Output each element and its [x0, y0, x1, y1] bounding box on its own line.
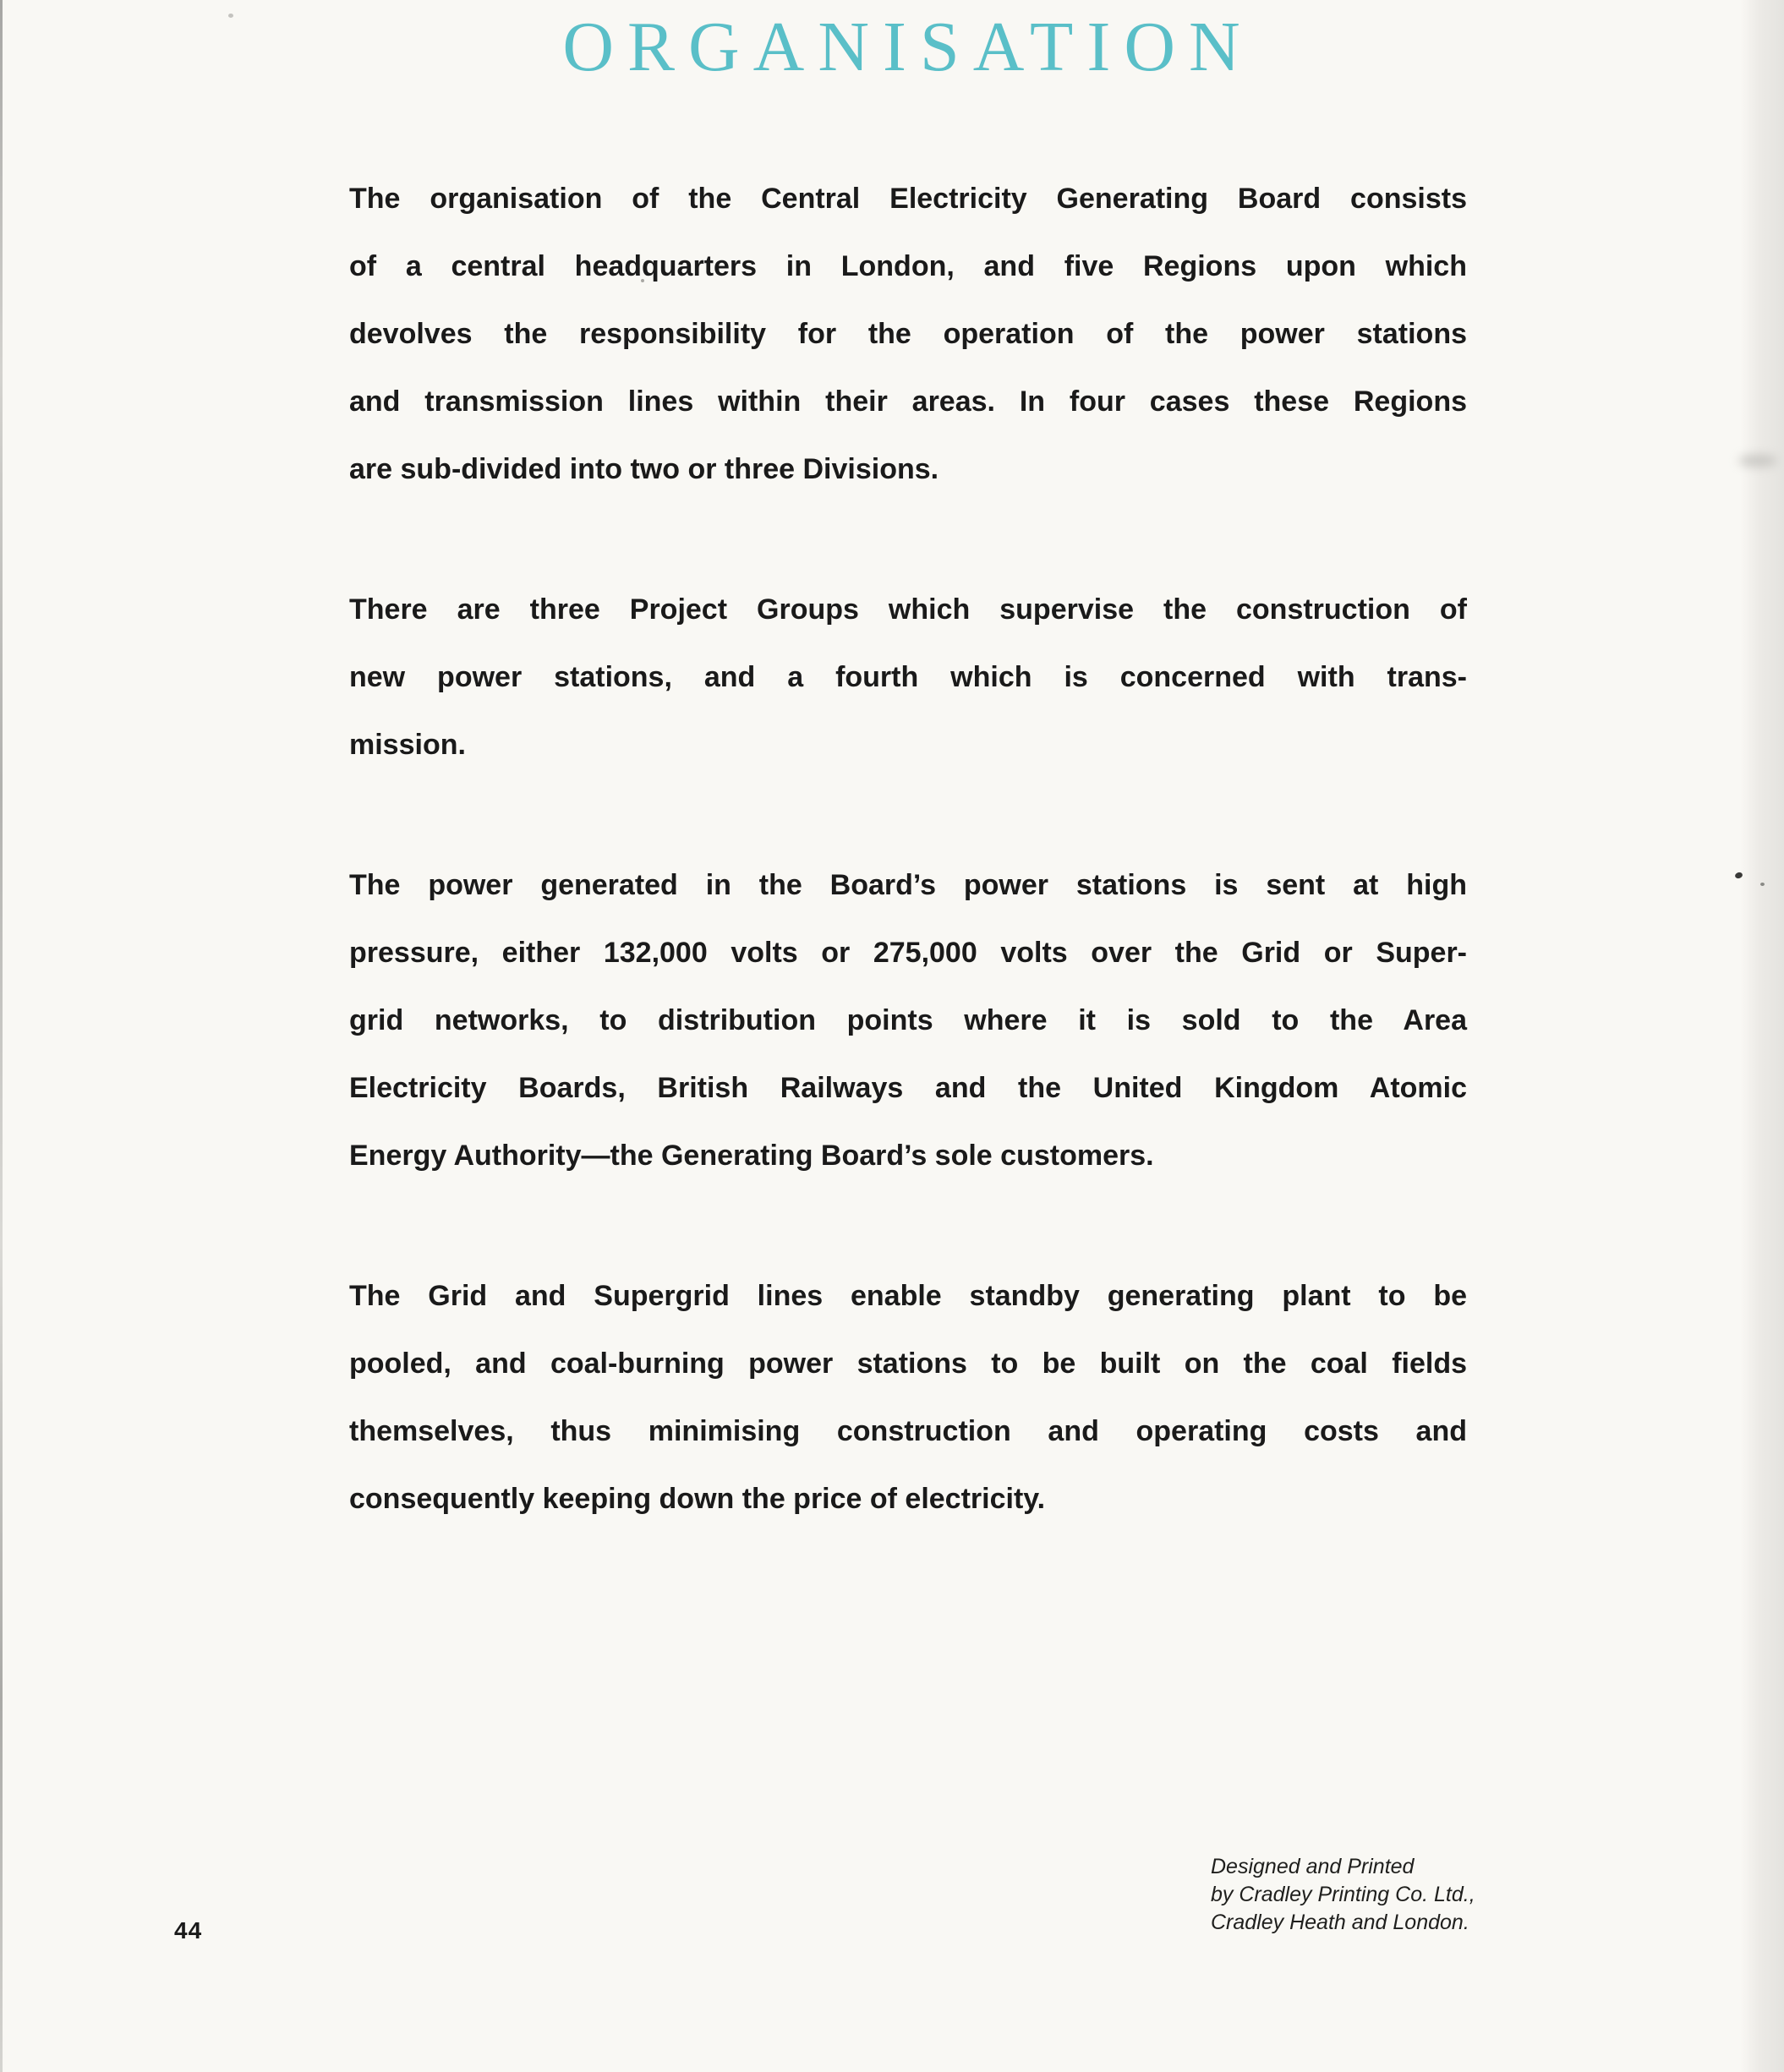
text-line: The organisation of the Central Electricity Generating Board consists	[349, 183, 1467, 215]
text-line: grid networks, to distribution points where it is sold to the Area	[349, 1004, 1467, 1036]
text-line: are sub-divided into two or three Divisions.	[349, 453, 939, 485]
body-text	[349, 165, 1467, 1533]
text-line: of a central headquarters in London, and five Regions upon which	[349, 250, 1467, 282]
scan-smudge	[1738, 455, 1777, 467]
scan-speck	[228, 14, 233, 18]
page-right-edge-shadow	[1740, 0, 1784, 2072]
text-line: pressure, either 132,000 volts or 275,000 volts over the Grid or Super-	[349, 937, 1467, 969]
paragraph-power-distribution	[349, 851, 1467, 1189]
text-line: Energy Authority—the Generating Board’s sole customers.	[349, 1140, 1154, 1172]
text-line: The power generated in the Board’s power stations is sent at high	[349, 869, 1467, 901]
credit-line: Designed and Printed	[1211, 1855, 1415, 1878]
page-number: 44	[174, 1917, 203, 1944]
text-line: There are three Project Groups which supervise the construction of	[349, 593, 1467, 626]
paragraph-organisation	[349, 165, 1467, 503]
text-line: The Grid and Supergrid lines enable standby generating plant to be	[349, 1280, 1467, 1312]
text-line: themselves, thus minimising construction and operating costs and	[349, 1415, 1467, 1447]
credit-line: Cradley Heath and London.	[1211, 1911, 1469, 1934]
text-line: devolves the responsibility for the operation of the power stations	[349, 318, 1467, 350]
scan-speck	[1760, 883, 1765, 886]
paragraph-project-groups	[349, 576, 1467, 779]
text-line: mission.	[349, 729, 466, 761]
page-left-edge-shadow	[0, 0, 3, 2072]
text-line: consequently keeping down the price of electricity.	[349, 1483, 1046, 1515]
text-line: pooled, and coal-burning power stations to be built on the coal fields	[349, 1348, 1467, 1380]
text-line: new power stations, and a fourth which is concerned with trans-	[349, 661, 1467, 693]
paragraph-grid-supergrid	[349, 1262, 1467, 1533]
printer-credit	[1211, 1853, 1566, 1937]
text-line: Electricity Boards, British Railways and the United Kingdom Atomic	[349, 1072, 1467, 1104]
text-line: and transmission lines within their areas. In four cases these Regions	[349, 385, 1467, 418]
page-title: ORGANISATION	[562, 8, 1254, 86]
credit-line: by Cradley Printing Co. Ltd.,	[1211, 1883, 1475, 1906]
